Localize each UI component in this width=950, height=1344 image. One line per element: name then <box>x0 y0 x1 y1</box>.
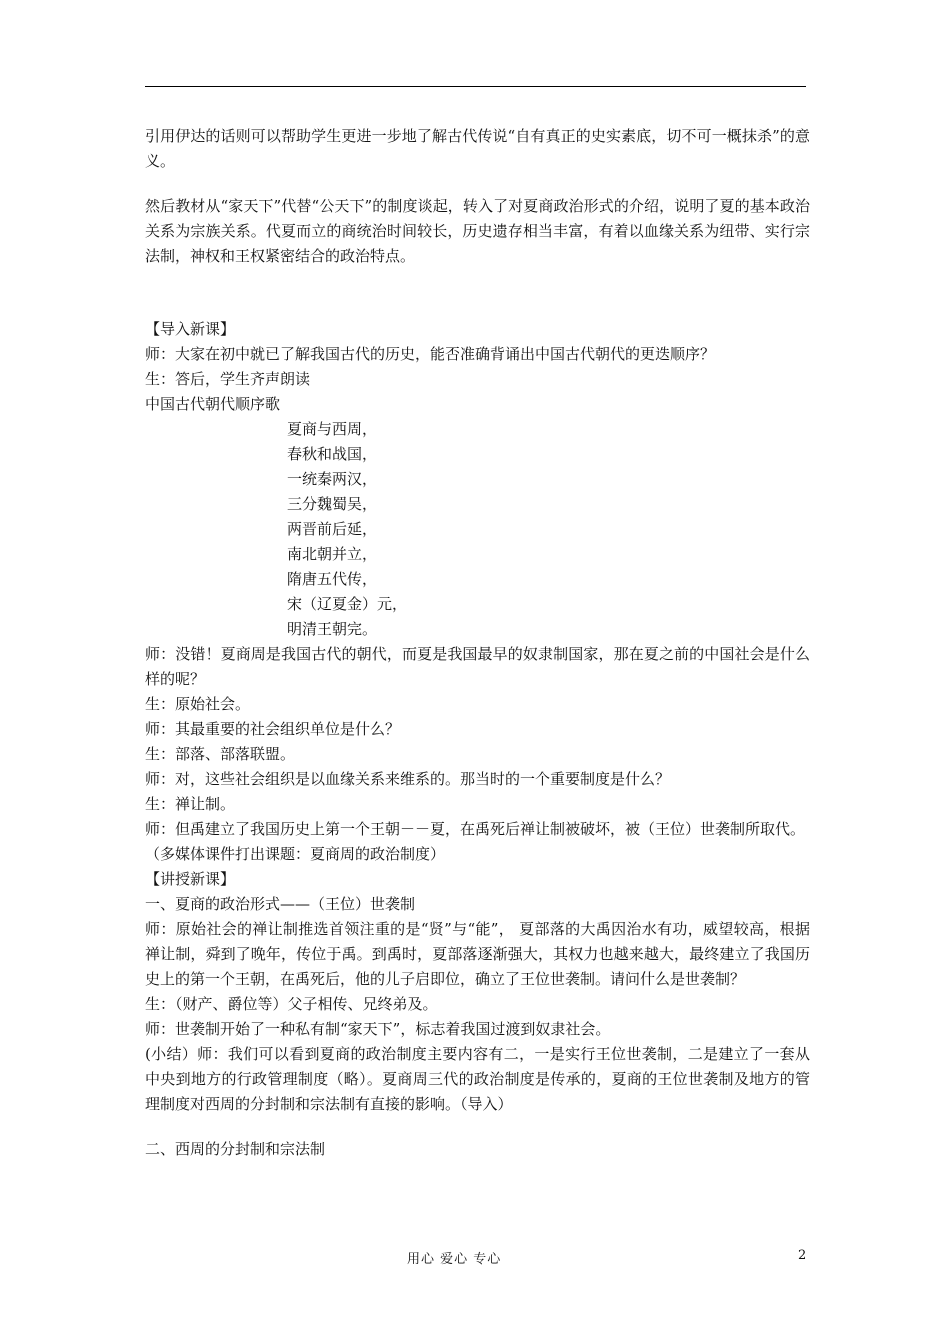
dialogue-line: 师：大家在初中就已了解我国古代的历史，能否准确背诵出中国古代朝代的更迭顺序？ <box>145 345 716 363</box>
poem-line: 三分魏蜀吴， <box>287 495 378 513</box>
poem-line: 一统秦两汉， <box>287 470 378 488</box>
poem-line: 南北朝并立， <box>287 545 378 563</box>
dialogue-line: 师：其最重要的社会组织单位是什么？ <box>145 720 401 738</box>
poem-line: 两晋前后延， <box>287 520 378 538</box>
page-number: 2 <box>798 1248 807 1263</box>
dialogue-line: 生：（财产、爵位等）父子相传、兄终弟及。 <box>145 995 438 1013</box>
summary-paragraph: (小结）师：我们可以看到夏商的政治制度主要内容有二，一是实行王位世袭制，二是建立了一套从中央到地方的行政管理制度（略）。夏商周三代的政治制度是传承的，夏商的王位世袭制及地方的管理制度对西周的分封制和宗法制有直接的影响。（导入） <box>145 1045 810 1113</box>
section-heading: 一、夏商的政治形式——（王位）世袭制 <box>145 895 416 913</box>
dialogue-line: 师：但禹建立了我国历史上第一个王朝－－夏，在禹死后禅让制被破坏，被（王位）世袭制所取代。 <box>145 820 806 838</box>
poem-line: 明清王朝完。 <box>287 620 378 638</box>
dialogue-line: 生：禅让制。 <box>145 795 236 813</box>
new-lesson-heading: 【讲授新课】 <box>145 870 236 888</box>
poem-line: 宋（辽夏金）元， <box>287 595 408 613</box>
dialogue-line: 生：答后，学生齐声朗读 <box>145 370 311 388</box>
poem-line: 春秋和战国， <box>287 445 378 463</box>
dynasty-poem <box>287 417 810 642</box>
intro-paragraph-2: 然后教材从“家天下”代替“公天下”的制度谈起，转入了对夏商政治形式的介绍，说明了夏的基本政治关系为宗族关系。代夏而立的商统治时间较长，历史遗存相当丰富，有着以血缘关系为纽带、实行宗法制，神权和王权紧密结合的政治特点。 <box>145 197 810 265</box>
dialogue-line: 师：世袭制开始了一种私有制“家天下”，标志着我国过渡到奴隶社会。 <box>145 1020 611 1038</box>
dialogue-line: 生：部落、部落联盟。 <box>145 745 296 763</box>
poem-line: 夏商与西周， <box>287 420 378 438</box>
section-heading: 二、西周的分封制和宗法制 <box>145 1140 326 1158</box>
dialogue-line: （多媒体课件打出课题：夏商周的政治制度） <box>145 845 446 863</box>
dialogue-line: 师：没错！夏商周是我国古代的朝代，而夏是我国最早的奴隶制国家，那在夏之前的中国社会是什么样的呢？ <box>145 645 810 688</box>
footer-motto: 用心 爱心 专心 <box>407 1252 502 1267</box>
page-content <box>145 124 810 1162</box>
dialogue-line: 师：原始社会的禅让制推选首领注重的是“贤”与“能”， 夏部落的大禹因治水有功，威望较高，根据禅让制，舜到了晚年，传位于禹。到禹时，夏部落逐渐强大，其权力也越来越大，最终建立了我国历史上的第一个王朝，在禹死后，他的儿子启即位，确立了王位世袭制。请问什么是世袭制？ <box>145 920 810 988</box>
header-rule <box>145 86 806 87</box>
poem-title: 中国古代朝代顺序歌 <box>145 395 281 413</box>
dialogue-line: 师：对，这些社会组织是以血缘关系来维系的。那当时的一个重要制度是什么？ <box>145 770 671 788</box>
intro-paragraph-1: 引用伊达的话则可以帮助学生更进一步地了解古代传说“自有真正的史实素底，切不可一概抹杀”的意义。 <box>145 127 810 170</box>
intro-lesson-heading: 【导入新课】 <box>145 320 236 338</box>
dialogue-line: 生：原始社会。 <box>145 695 251 713</box>
poem-line: 隋唐五代传， <box>287 570 378 588</box>
